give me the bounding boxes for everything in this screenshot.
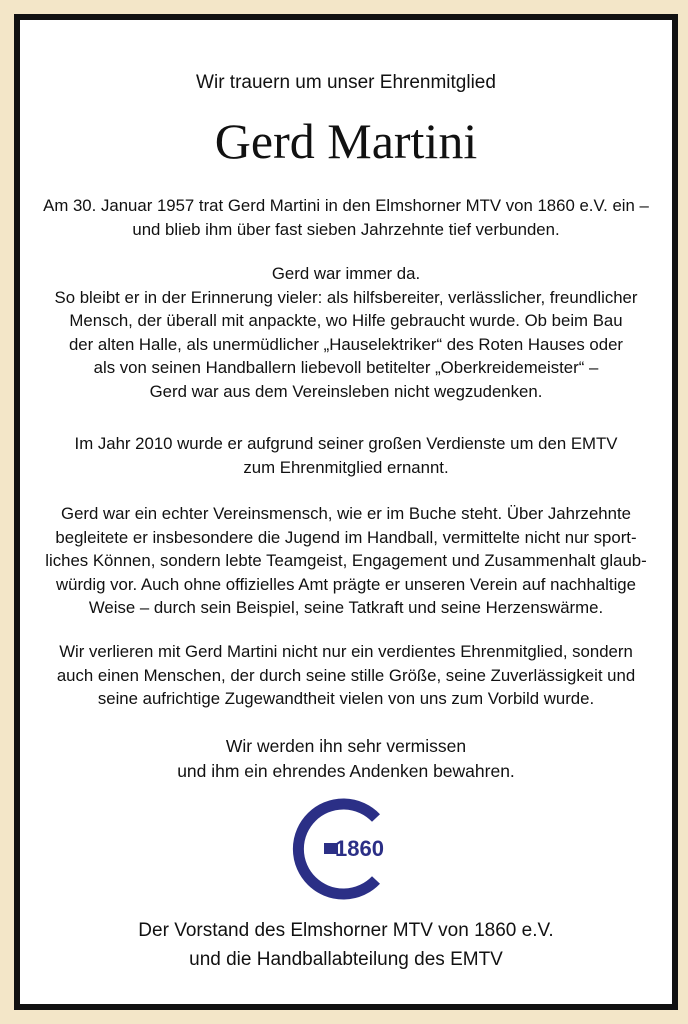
paragraph-membership: Am 30. Januar 1957 trat Gerd Martini in den Elmshorner MTV von 1860 e.V. ein – und blieb ihm über fast sieben Jahrzehnte tief verbunden. [43,196,649,239]
logo-year: 1860 [335,836,384,861]
obituary-frame [14,14,678,1010]
paragraph-loss: Wir verlieren mit Gerd Martini nicht nur ein verdientes Ehrenmitglied, sondern auch einen Menschen, der durch seine stille Größe, seine Zuverlässigkeit und seine aufrichtige Zugewandtheit vielen von uns zum Vorbild wurde. [56,642,636,708]
intro-line: Wir trauern um unser Ehrenmitglied [196,72,496,93]
signature: Der Vorstand des Elmshorner MTV von 1860 e.V. und die Handballabteilung des EMTV [138,920,554,970]
deceased-name: Gerd Martini [214,113,478,169]
paragraph-honorary: Im Jahr 2010 wurde er aufgrund seiner großen Verdienste um den EMTV zum Ehrenmitglied ernannt. [74,434,618,477]
paragraph-club-person: Gerd war ein echter Vereinsmensch, wie er im Buche steht. Über Jahrzehnte begleitete er insbesondere die Jugend im Handball, vermittelte nicht nur sport- liches Können, sondern lebte Teamgeist, Engagement und Zusammenhalt glaub- würdig vor. Auch ohne offizielles Amt prägte er unseren Verein auf nachhaltige Weise – durch sein Beispiel, seine Tatkraft und seine Herzenswärme. [45,504,647,617]
emtv-logo [288,796,394,902]
paragraph-farewell: Wir werden ihn sehr vermissen und ihm ein ehrendes Andenken bewahren. [177,736,515,781]
paragraph-remembrance: Gerd war immer da. So bleibt er in der Erinnerung vieler: als hilfsbereiter, verlässlicher, freundlicher Mensch, der überall mit anpackte, wo Hilfe gebraucht wurde. Ob beim Bau der alten Halle, als unermüdlicher „Hauselektriker“ des Roten Hauses oder als von seinen Handballern liebevoll betitelter „Oberkreidemeister“ – Gerd war aus dem Vereinsleben nicht wegzudenken. [54,264,638,401]
